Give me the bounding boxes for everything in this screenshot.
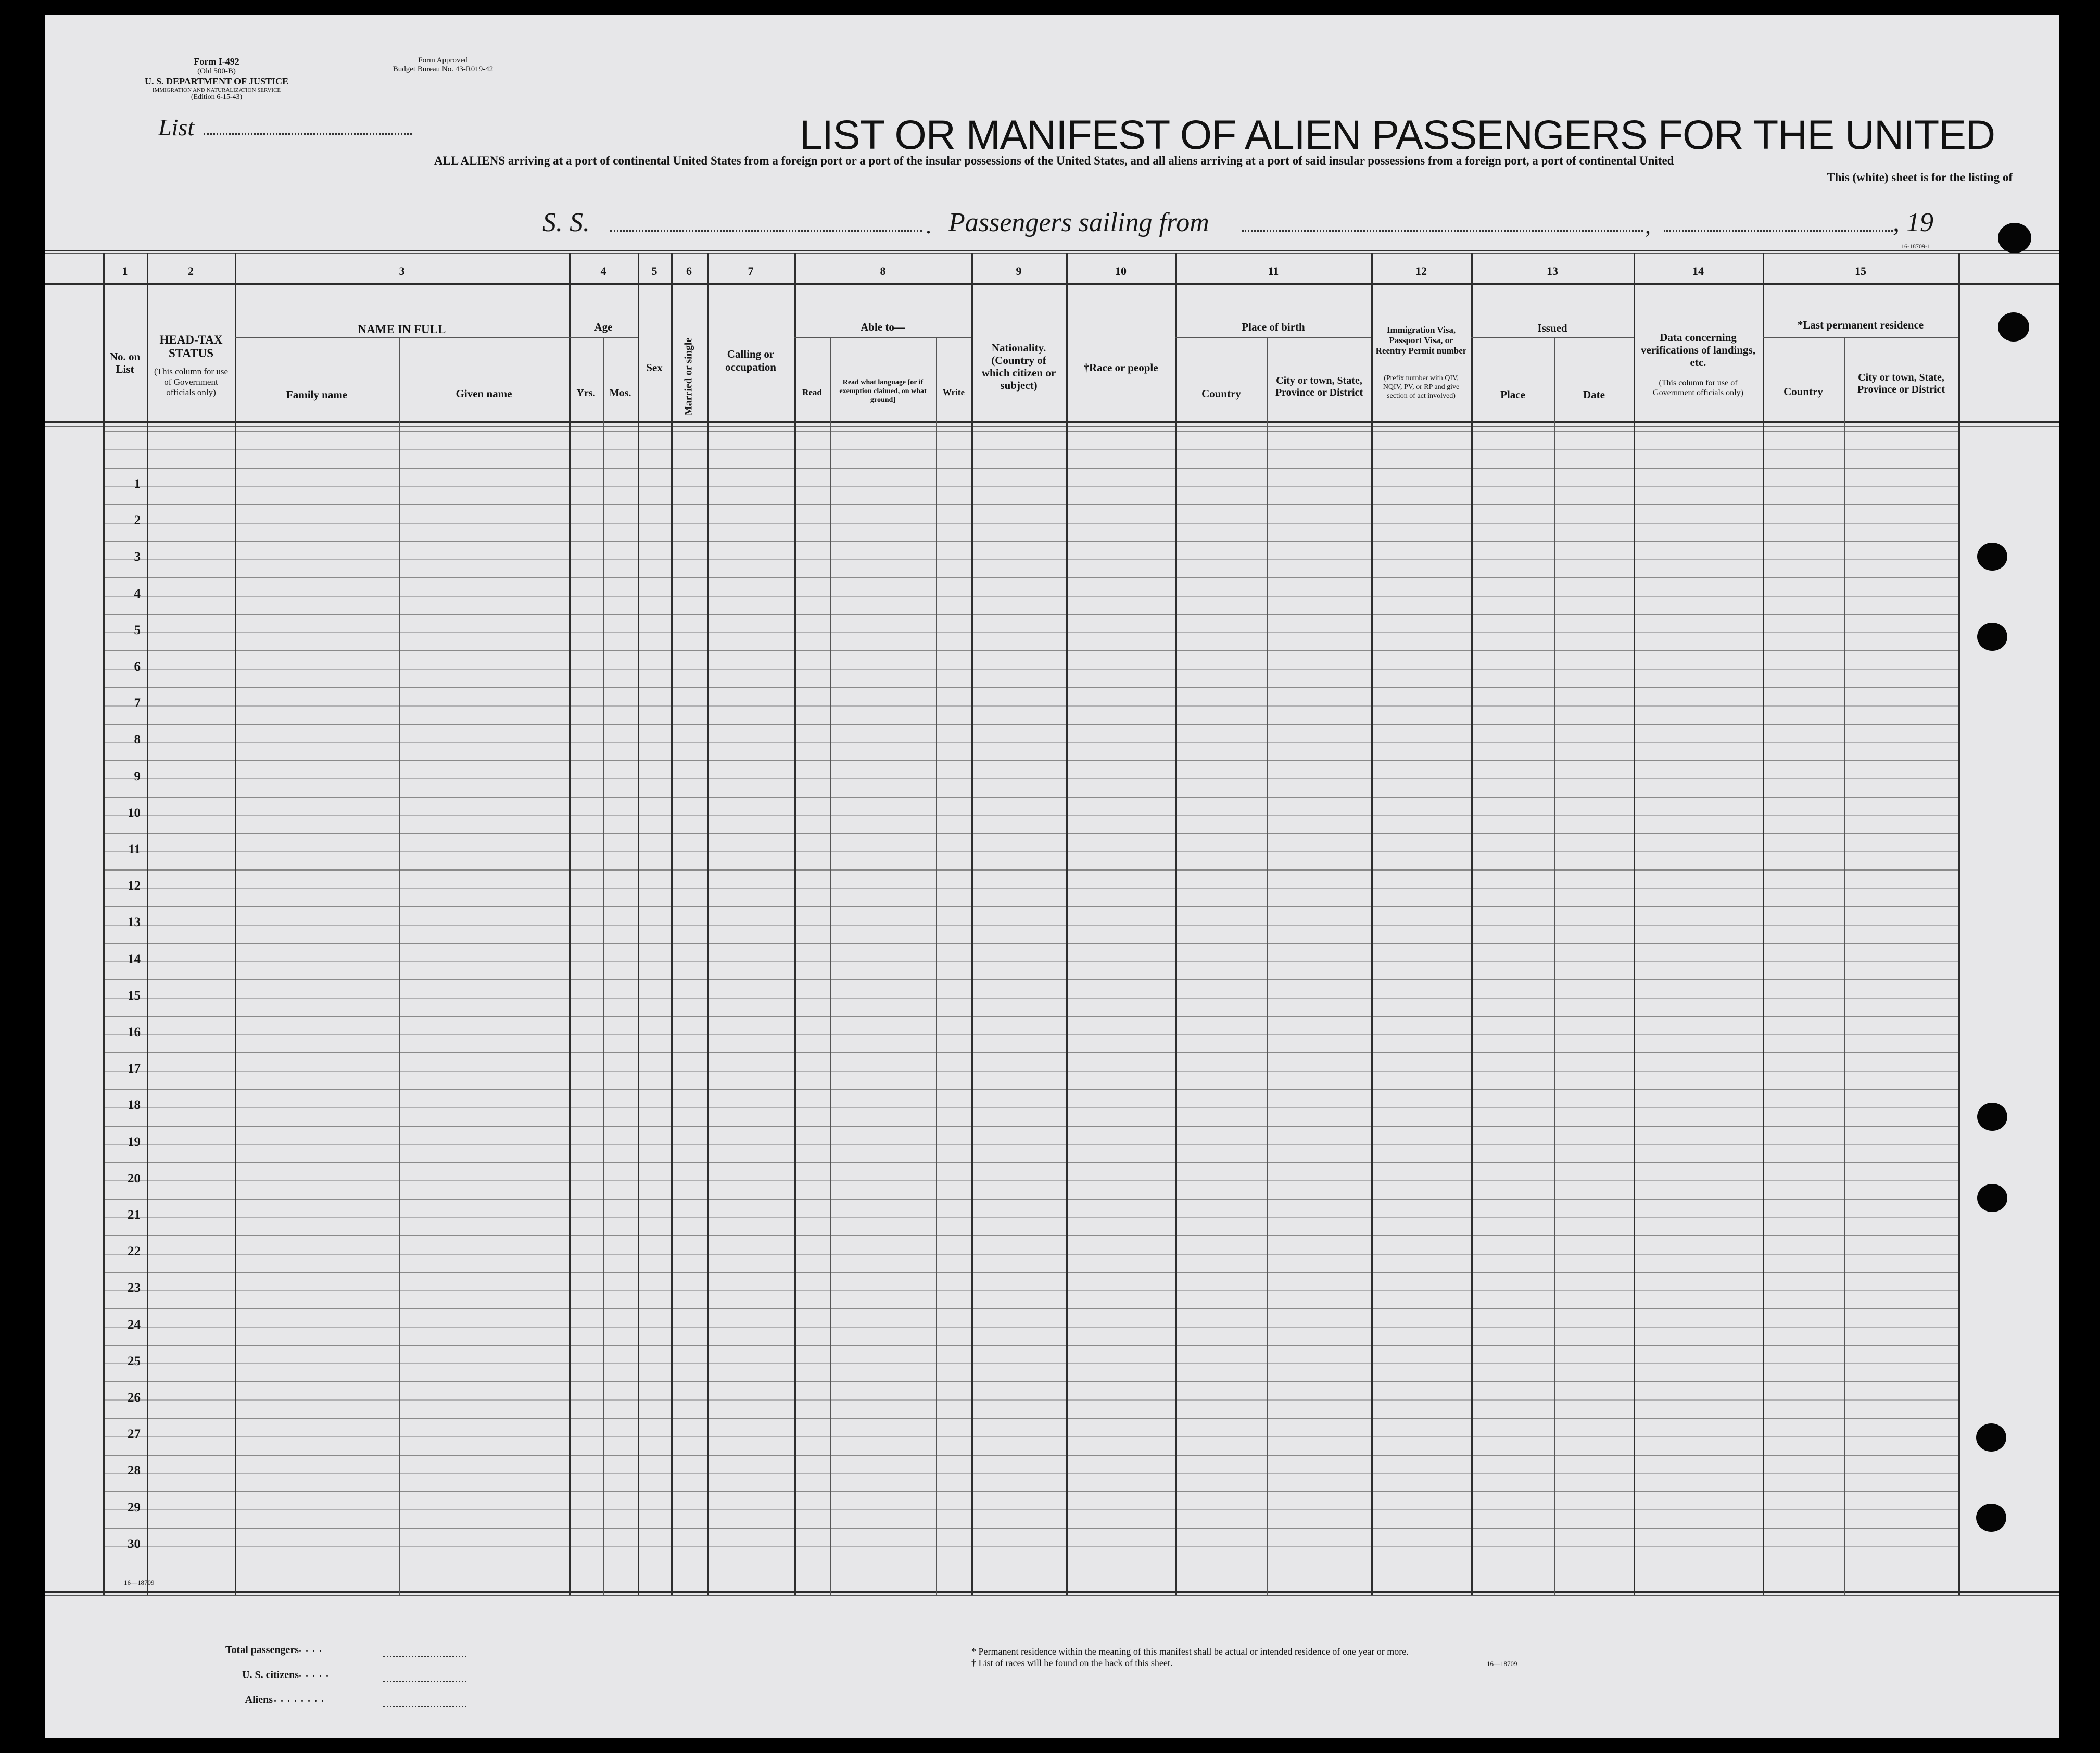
landing-data-header: Data concerning verifications of landings, etc.: [1641, 331, 1755, 369]
row-rule: [103, 541, 1958, 542]
family-name-header: Family name: [286, 388, 348, 401]
col-num-2: 2: [188, 264, 194, 278]
row-rule: [103, 1418, 1958, 1419]
year-label: , 19: [1893, 208, 1933, 237]
age-subheader-rule: [569, 337, 638, 338]
row-number: 2: [134, 513, 141, 528]
birth-place-header: Place of birth: [1242, 321, 1305, 333]
marital-header: Married or single: [682, 337, 694, 416]
row-rule: [103, 1528, 1958, 1529]
row-rule: [103, 1071, 1958, 1072]
row-rule: [103, 961, 1958, 962]
row-rule: [103, 1089, 1958, 1090]
ship-period: .: [926, 213, 931, 238]
row-rule: [103, 1217, 1958, 1218]
row-rule: [103, 815, 1958, 816]
col-line-10: [1066, 253, 1068, 1595]
row-rule: [103, 1473, 1958, 1474]
col-num-11: 11: [1268, 264, 1279, 278]
row-rule: [103, 687, 1958, 688]
col-num-13: 13: [1547, 264, 1558, 278]
row-number: 22: [128, 1244, 141, 1259]
col-num-6: 6: [686, 264, 692, 278]
col-line-9: [971, 253, 973, 1595]
row-rule: [103, 632, 1958, 633]
row-rule: [103, 1126, 1958, 1127]
col-num-15: 15: [1855, 264, 1866, 278]
row-rule: [103, 1308, 1958, 1309]
total-passengers-dots: ....: [299, 1643, 326, 1655]
col-line-8b: [936, 337, 937, 1595]
residence-country-header: Country: [1783, 385, 1823, 398]
col-line-13: [1471, 253, 1473, 1595]
budget-number: Budget Bureau No. 43-R019-42: [393, 65, 494, 73]
row-rule: [103, 504, 1958, 505]
row-rule: [103, 1235, 1958, 1236]
read-language-header: Read what language [or if exemption claimed, on what ground]: [839, 379, 927, 404]
head-tax-note: (This column for use of Government officials only): [154, 367, 229, 397]
total-passengers-field[interactable]: [383, 1656, 466, 1657]
row-rule: [103, 669, 1958, 670]
row-rule: [103, 833, 1958, 834]
row-number: 3: [134, 550, 141, 564]
row-rule: [103, 614, 1958, 615]
ship-name-line: [610, 230, 922, 232]
binder-hole: [1977, 623, 2007, 651]
row-number: 7: [134, 696, 141, 711]
row-rule: [103, 523, 1958, 524]
col-line-11: [1175, 253, 1177, 1595]
list-number-line: [204, 133, 412, 135]
us-citizens-label: U. S. citizens: [242, 1669, 299, 1681]
col-num-3: 3: [399, 264, 405, 278]
row-rule: [103, 851, 1958, 852]
row-rule: [103, 1327, 1958, 1328]
row-rule: [103, 1162, 1958, 1163]
col-num-8: 8: [880, 264, 886, 278]
row-number: 17: [128, 1062, 141, 1076]
row-rule: [103, 943, 1958, 944]
residence-header: *Last permanent residence: [1797, 319, 1924, 331]
table-top-rule-2: [45, 253, 2059, 254]
col-line-4a: [603, 337, 604, 1595]
no-on-list-header: No. on List: [109, 350, 141, 375]
row-number: 5: [134, 623, 141, 637]
row-number: 10: [128, 805, 141, 820]
row-rule: [103, 650, 1958, 651]
col-line-15: [1763, 253, 1764, 1595]
form-number: Form I-492: [194, 56, 239, 67]
birth-subheader-rule: [1175, 337, 1371, 338]
binder-hole: [1977, 1103, 2007, 1131]
row-number: 19: [128, 1134, 141, 1149]
table-bottom-rule-2: [45, 1595, 2059, 1596]
row-rule: [103, 1546, 1958, 1547]
row-rule: [103, 1180, 1958, 1181]
row-rule: [103, 1290, 1958, 1291]
row-rule: [103, 1144, 1958, 1145]
head-tax-header: HEAD-TAX STATUS: [159, 333, 223, 360]
form-approval: [368, 56, 518, 74]
col-line-16: [1958, 253, 1960, 1595]
residence-city-header: City or town, State, Province or District: [1857, 372, 1945, 395]
binder-hole: [1976, 1504, 2006, 1532]
aliens-field[interactable]: [383, 1706, 466, 1707]
name-in-full-header: NAME IN FULL: [358, 323, 446, 336]
col-line-3a: [399, 337, 400, 1595]
issued-date-header: Date: [1583, 388, 1605, 401]
row-rule: [103, 1399, 1958, 1401]
col-line-2: [147, 253, 148, 1595]
col-num-14: 14: [1692, 264, 1704, 278]
row-rule: [103, 486, 1958, 487]
col-num-9: 9: [1016, 264, 1022, 278]
row-number: 20: [128, 1171, 141, 1186]
row-number: 18: [128, 1098, 141, 1113]
given-name-header: Given name: [456, 387, 512, 400]
sailing-port-line: [1242, 230, 1643, 232]
sailing-from-label: Passengers sailing from: [948, 208, 1209, 237]
binder-hole: [1976, 1423, 2006, 1452]
col-line-8a: [830, 337, 831, 1595]
form-approved: Form Approved: [418, 56, 468, 65]
table-bottom-rule: [45, 1591, 2059, 1593]
issued-header: Issued: [1537, 322, 1567, 334]
col-line-11a: [1267, 337, 1268, 1595]
binder-hole: [1998, 223, 2031, 253]
residence-footnote: * Permanent residence within the meaning of this manifest shall be actual or intended residence of one year or more.: [971, 1646, 1409, 1657]
race-header: †Race or people: [1083, 361, 1158, 374]
nationality-header: Nationality. (Country of which citizen or subject): [981, 342, 1056, 392]
row-rule: [103, 431, 1958, 432]
row-rule: [103, 468, 1958, 469]
row-rule: [103, 1272, 1958, 1273]
row-rule: [103, 1034, 1958, 1035]
col-num-10: 10: [1115, 264, 1127, 278]
row-number: 8: [134, 733, 141, 747]
row-number: 13: [128, 915, 141, 930]
list-label: List: [158, 114, 195, 141]
col-num-7: 7: [748, 264, 754, 278]
row-rule: [103, 559, 1958, 560]
aliens-dots: ........: [274, 1693, 328, 1705]
age-header: Age: [594, 321, 613, 333]
col-line-12: [1371, 253, 1373, 1595]
binder-hole: [1998, 312, 2029, 342]
col-num-12: 12: [1415, 264, 1427, 278]
col-line-4: [569, 253, 571, 1595]
row-number: 23: [128, 1281, 141, 1295]
row-rule: [103, 778, 1958, 779]
row-rule: [103, 724, 1958, 725]
row-rule: [103, 1455, 1958, 1456]
able-to-header: Able to—: [861, 321, 905, 333]
row-rule: [103, 596, 1958, 597]
row-number: 9: [134, 769, 141, 784]
age-mos-header: Mos.: [609, 387, 631, 399]
header-bottom-rule-2: [45, 426, 2059, 427]
col-num-4: 4: [600, 264, 606, 278]
row-rule: [103, 1345, 1958, 1346]
row-number: 14: [128, 952, 141, 966]
write-header: Write: [942, 387, 965, 397]
residence-subheader-rule: [1763, 337, 1958, 338]
row-rule: [103, 998, 1958, 999]
footnote-code: 16—18709: [1487, 1660, 1517, 1668]
form-instructions: ALL ALIENS arriving at a port of continental United States from a foreign port or a port of the insular possessions of the United States, and all aliens arriving at a port of said insular possessions from a foreign port, a port of continental United: [434, 154, 1674, 167]
row-rule: [103, 742, 1958, 743]
row-rule: [103, 888, 1958, 889]
ss-label: S. S.: [542, 208, 590, 237]
column-number-rule: [45, 283, 2059, 285]
row-number: 24: [128, 1317, 141, 1332]
birth-city-header: City or town, State, Province or District: [1275, 375, 1363, 398]
form-old-number: (Old 500-B): [197, 67, 236, 75]
row-number: 30: [128, 1536, 141, 1551]
row-rule: [103, 925, 1958, 926]
row-rule: [103, 979, 1958, 980]
col-num-1: 1: [122, 264, 128, 278]
department: U. S. DEPARTMENT OF JUSTICE: [144, 76, 289, 86]
row-rule: [103, 1436, 1958, 1437]
row-rule: [103, 1199, 1958, 1200]
row-number: 12: [128, 879, 141, 893]
row-number: 4: [134, 586, 141, 601]
binder-hole: [1977, 543, 2007, 571]
us-citizens-dots: .....: [299, 1668, 333, 1680]
row-number: 1: [134, 477, 141, 491]
col-line-6: [671, 253, 673, 1595]
issued-subheader-rule: [1471, 337, 1634, 338]
row-number: 15: [128, 988, 141, 1003]
row-rule: [103, 1363, 1958, 1364]
birth-country-header: Country: [1201, 387, 1241, 400]
service: IMMIGRATION AND NATURALIZATION SERVICE: [152, 87, 281, 93]
col-line-7: [707, 253, 709, 1595]
row-number: 25: [128, 1354, 141, 1368]
aliens-label: Aliens: [245, 1694, 273, 1706]
row-rule: [103, 449, 1958, 450]
age-yrs-header: Yrs.: [576, 387, 596, 399]
row-number: 28: [128, 1464, 141, 1478]
row-rule: [103, 1052, 1958, 1053]
row-rule: [103, 760, 1958, 761]
form-title: LIST OR MANIFEST OF ALIEN PASSENGERS FOR THE UNITED: [800, 111, 1995, 158]
row-rule: [103, 577, 1958, 578]
col-line-14: [1634, 253, 1635, 1595]
row-number: 29: [128, 1500, 141, 1515]
able-subheader-rule: [794, 337, 971, 338]
col-line-8: [794, 253, 796, 1595]
ship-comma: ,: [1645, 213, 1651, 238]
row-rule: [103, 1491, 1958, 1492]
row-rule: [103, 1016, 1958, 1017]
row-rule: [103, 1254, 1958, 1255]
sex-header: Sex: [646, 361, 663, 374]
read-header: Read: [802, 387, 822, 397]
col-line-13a: [1554, 337, 1555, 1595]
row-rule: [103, 906, 1958, 907]
row-rule: [103, 797, 1958, 798]
form-info: [118, 56, 315, 102]
manifest-sheet: [45, 15, 2059, 1738]
row-number: 16: [128, 1025, 141, 1039]
edition: (Edition 6-15-43): [191, 93, 243, 101]
row-number: 27: [128, 1427, 141, 1442]
issued-place-header: Place: [1500, 388, 1525, 401]
landing-data-note: (This column for use of Government officials only): [1653, 379, 1743, 397]
col-line-15a: [1844, 337, 1845, 1595]
name-subheader-rule: [235, 337, 569, 338]
row-rule: [103, 869, 1958, 871]
binder-hole: [1977, 1184, 2007, 1212]
row-number: 11: [128, 842, 141, 856]
row-rule: [103, 1509, 1958, 1510]
header-bottom-rule: [45, 421, 2059, 423]
us-citizens-field[interactable]: [383, 1681, 466, 1682]
col-line-3: [235, 253, 236, 1595]
table-top-rule: [45, 250, 2059, 251]
total-passengers-label: Total passengers: [225, 1644, 299, 1656]
row-rule: [103, 1107, 1958, 1108]
form-instructions-continued: This (white) sheet is for the listing of: [1827, 171, 2013, 184]
row-number: 26: [128, 1391, 141, 1405]
col-num-5: 5: [651, 264, 657, 278]
print-code: 16—18709: [124, 1579, 155, 1586]
sailing-date-line: [1664, 230, 1893, 232]
visa-note: (Prefix number with QIV, NQIV, PV, or RP and give section of act involved): [1383, 374, 1460, 400]
corner-code: 16-18709-1: [1901, 243, 1930, 250]
row-number: 21: [128, 1208, 141, 1222]
row-number: 6: [134, 660, 141, 674]
row-rule: [103, 705, 1958, 707]
row-rule: [103, 1381, 1958, 1382]
visa-header: Immigration Visa, Passport Visa, or Reentry Permit number: [1375, 325, 1467, 356]
col-line-5: [638, 253, 639, 1595]
occupation-header: Calling or occupation: [725, 348, 776, 373]
races-footnote: † List of races will be found on the back of this sheet.: [971, 1658, 1173, 1668]
